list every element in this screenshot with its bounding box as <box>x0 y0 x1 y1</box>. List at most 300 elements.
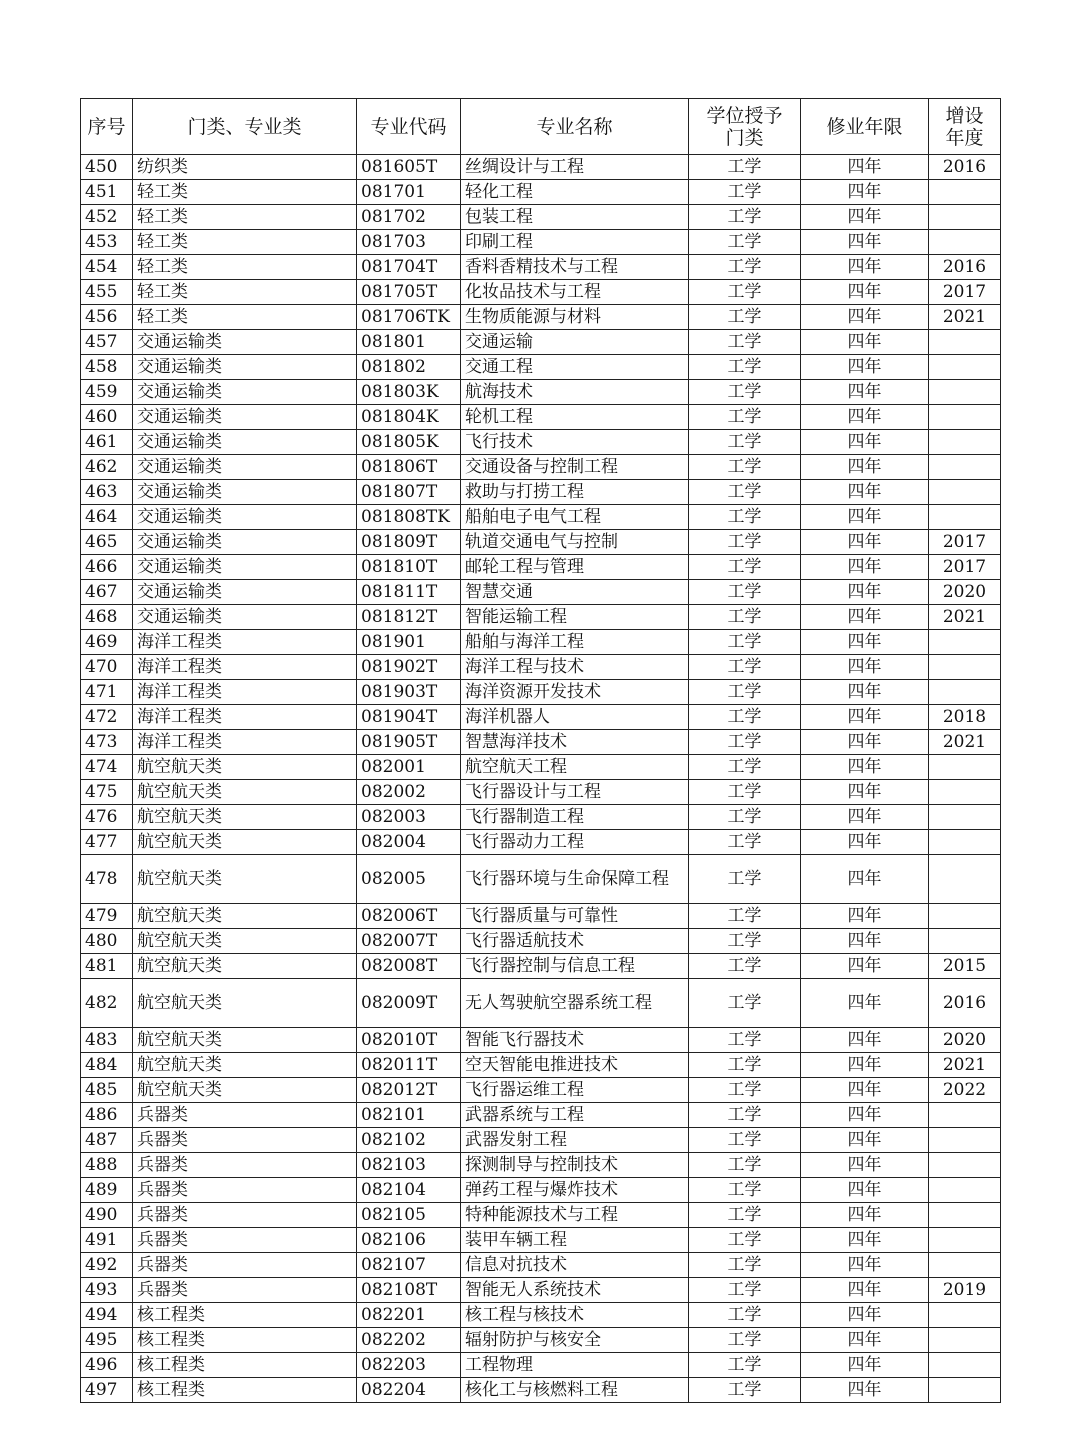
cell-name: 飞行器运维工程 <box>461 1078 689 1103</box>
cell-degree: 工学 <box>689 1128 801 1153</box>
cell-name: 救助与打捞工程 <box>461 480 689 505</box>
table-row <box>81 755 1001 780</box>
cell-code: 082002 <box>357 780 461 805</box>
cell-year-added <box>929 1178 1001 1203</box>
cell-year-added <box>929 230 1001 255</box>
cell-code: 081807T <box>357 480 461 505</box>
cell-code: 082012T <box>357 1078 461 1103</box>
cell-degree: 工学 <box>689 1203 801 1228</box>
cell-category: 交通运输类 <box>133 555 357 580</box>
cell-degree: 工学 <box>689 380 801 405</box>
cell-degree: 工学 <box>689 280 801 305</box>
cell-degree: 工学 <box>689 1053 801 1078</box>
cell-degree: 工学 <box>689 305 801 330</box>
cell-years: 四年 <box>801 1378 929 1403</box>
cell-name: 智慧海洋技术 <box>461 730 689 755</box>
cell-name: 印刷工程 <box>461 230 689 255</box>
cell-degree: 工学 <box>689 180 801 205</box>
cell-category: 兵器类 <box>133 1278 357 1303</box>
cell-code: 082101 <box>357 1103 461 1128</box>
cell-seq: 480 <box>81 929 133 954</box>
cell-year-added <box>929 455 1001 480</box>
cell-seq: 459 <box>81 380 133 405</box>
cell-name: 辐射防护与核安全 <box>461 1328 689 1353</box>
cell-name: 飞行器制造工程 <box>461 805 689 830</box>
cell-name: 核工程与核技术 <box>461 1303 689 1328</box>
cell-degree: 工学 <box>689 1228 801 1253</box>
cell-degree: 工学 <box>689 929 801 954</box>
cell-years: 四年 <box>801 580 929 605</box>
cell-category: 核工程类 <box>133 1378 357 1403</box>
cell-seq: 460 <box>81 405 133 430</box>
cell-code: 082103 <box>357 1153 461 1178</box>
cell-category: 航空航天类 <box>133 780 357 805</box>
table-row <box>81 1153 1001 1178</box>
cell-degree: 工学 <box>689 855 801 904</box>
cell-year-added: 2018 <box>929 705 1001 730</box>
cell-years: 四年 <box>801 755 929 780</box>
cell-years: 四年 <box>801 855 929 904</box>
cell-degree: 工学 <box>689 1353 801 1378</box>
cell-category: 航空航天类 <box>133 954 357 979</box>
cell-years: 四年 <box>801 1228 929 1253</box>
cell-year-added <box>929 805 1001 830</box>
cell-code: 081801 <box>357 330 461 355</box>
cell-seq: 473 <box>81 730 133 755</box>
table-row <box>81 680 1001 705</box>
cell-year-added: 2016 <box>929 979 1001 1028</box>
cell-category: 核工程类 <box>133 1328 357 1353</box>
cell-code: 081810T <box>357 555 461 580</box>
header-name: 专业名称 <box>461 99 689 155</box>
cell-year-added <box>929 929 1001 954</box>
cell-name: 飞行器适航技术 <box>461 929 689 954</box>
cell-degree: 工学 <box>689 1328 801 1353</box>
table-row <box>81 430 1001 455</box>
cell-category: 航空航天类 <box>133 1078 357 1103</box>
cell-name: 飞行技术 <box>461 430 689 455</box>
cell-seq: 483 <box>81 1028 133 1053</box>
table-row <box>81 155 1001 180</box>
cell-category: 交通运输类 <box>133 455 357 480</box>
cell-code: 082001 <box>357 755 461 780</box>
cell-seq: 474 <box>81 755 133 780</box>
cell-name: 智能飞行器技术 <box>461 1028 689 1053</box>
cell-code: 081802 <box>357 355 461 380</box>
cell-year-added <box>929 1203 1001 1228</box>
cell-seq: 475 <box>81 780 133 805</box>
cell-category: 交通运输类 <box>133 355 357 380</box>
cell-degree: 工学 <box>689 1028 801 1053</box>
cell-years: 四年 <box>801 680 929 705</box>
cell-code: 081804K <box>357 405 461 430</box>
cell-year-added: 2021 <box>929 730 1001 755</box>
cell-code: 082202 <box>357 1328 461 1353</box>
cell-code: 081704T <box>357 255 461 280</box>
cell-seq: 496 <box>81 1353 133 1378</box>
table-row <box>81 480 1001 505</box>
cell-years: 四年 <box>801 730 929 755</box>
cell-degree: 工学 <box>689 555 801 580</box>
table-row <box>81 280 1001 305</box>
cell-degree: 工学 <box>689 605 801 630</box>
cell-seq: 471 <box>81 680 133 705</box>
cell-name: 交通设备与控制工程 <box>461 455 689 480</box>
cell-years: 四年 <box>801 180 929 205</box>
cell-seq: 450 <box>81 155 133 180</box>
cell-code: 082004 <box>357 830 461 855</box>
cell-seq: 487 <box>81 1128 133 1153</box>
cell-degree: 工学 <box>689 954 801 979</box>
cell-year-added: 2021 <box>929 305 1001 330</box>
cell-years: 四年 <box>801 1103 929 1128</box>
cell-code: 081806T <box>357 455 461 480</box>
cell-years: 四年 <box>801 280 929 305</box>
cell-name: 装甲车辆工程 <box>461 1228 689 1253</box>
cell-years: 四年 <box>801 1353 929 1378</box>
cell-code: 081811T <box>357 580 461 605</box>
cell-year-added <box>929 330 1001 355</box>
cell-seq: 451 <box>81 180 133 205</box>
cell-name: 丝绸设计与工程 <box>461 155 689 180</box>
table-row <box>81 655 1001 680</box>
cell-code: 082102 <box>357 1128 461 1153</box>
table-row <box>81 780 1001 805</box>
cell-category: 纺织类 <box>133 155 357 180</box>
cell-category: 交通运输类 <box>133 430 357 455</box>
cell-years: 四年 <box>801 1278 929 1303</box>
cell-name: 香料香精技术与工程 <box>461 255 689 280</box>
cell-category: 交通运输类 <box>133 405 357 430</box>
cell-name: 智慧交通 <box>461 580 689 605</box>
cell-code: 081706TK <box>357 305 461 330</box>
cell-seq: 485 <box>81 1078 133 1103</box>
header-row <box>81 99 1001 155</box>
cell-name: 航海技术 <box>461 380 689 405</box>
cell-seq: 497 <box>81 1378 133 1403</box>
cell-category: 航空航天类 <box>133 979 357 1028</box>
cell-seq: 466 <box>81 555 133 580</box>
cell-seq: 478 <box>81 855 133 904</box>
cell-degree: 工学 <box>689 705 801 730</box>
cell-name: 核化工与核燃料工程 <box>461 1378 689 1403</box>
cell-year-added <box>929 480 1001 505</box>
cell-category: 轻工类 <box>133 205 357 230</box>
cell-seq: 482 <box>81 979 133 1028</box>
table-row <box>81 330 1001 355</box>
cell-years: 四年 <box>801 1078 929 1103</box>
cell-name: 弹药工程与爆炸技术 <box>461 1178 689 1203</box>
cell-year-added: 2017 <box>929 280 1001 305</box>
cell-years: 四年 <box>801 505 929 530</box>
table-row <box>81 580 1001 605</box>
cell-year-added <box>929 430 1001 455</box>
table-row <box>81 380 1001 405</box>
cell-name: 包装工程 <box>461 205 689 230</box>
cell-degree: 工学 <box>689 780 801 805</box>
cell-seq: 455 <box>81 280 133 305</box>
cell-code: 082106 <box>357 1228 461 1253</box>
cell-category: 轻工类 <box>133 255 357 280</box>
cell-seq: 494 <box>81 1303 133 1328</box>
cell-name: 智能运输工程 <box>461 605 689 630</box>
cell-years: 四年 <box>801 1303 929 1328</box>
cell-code: 082203 <box>357 1353 461 1378</box>
cell-year-added: 2021 <box>929 1053 1001 1078</box>
table-row <box>81 455 1001 480</box>
table-row <box>81 505 1001 530</box>
cell-category: 交通运输类 <box>133 580 357 605</box>
cell-year-added <box>929 904 1001 929</box>
cell-name: 飞行器环境与生命保障工程 <box>461 855 689 904</box>
cell-code: 082104 <box>357 1178 461 1203</box>
table-row <box>81 1253 1001 1278</box>
cell-name: 飞行器控制与信息工程 <box>461 954 689 979</box>
cell-code: 082204 <box>357 1378 461 1403</box>
table-row <box>81 555 1001 580</box>
cell-code: 082005 <box>357 855 461 904</box>
cell-years: 四年 <box>801 330 929 355</box>
cell-years: 四年 <box>801 1128 929 1153</box>
cell-seq: 488 <box>81 1153 133 1178</box>
cell-code: 082003 <box>357 805 461 830</box>
cell-degree: 工学 <box>689 155 801 180</box>
cell-seq: 469 <box>81 630 133 655</box>
cell-year-added <box>929 630 1001 655</box>
cell-category: 兵器类 <box>133 1103 357 1128</box>
cell-category: 轻工类 <box>133 305 357 330</box>
cell-seq: 464 <box>81 505 133 530</box>
cell-degree: 工学 <box>689 255 801 280</box>
cell-seq: 457 <box>81 330 133 355</box>
cell-name: 武器系统与工程 <box>461 1103 689 1128</box>
cell-seq: 458 <box>81 355 133 380</box>
table-row <box>81 1053 1001 1078</box>
cell-code: 081904T <box>357 705 461 730</box>
cell-name: 交通工程 <box>461 355 689 380</box>
cell-code: 081808TK <box>357 505 461 530</box>
cell-years: 四年 <box>801 830 929 855</box>
cell-category: 核工程类 <box>133 1353 357 1378</box>
cell-code: 081701 <box>357 180 461 205</box>
table-row <box>81 954 1001 979</box>
cell-name: 信息对抗技术 <box>461 1253 689 1278</box>
cell-name: 海洋工程与技术 <box>461 655 689 680</box>
cell-year-added <box>929 855 1001 904</box>
cell-year-added <box>929 655 1001 680</box>
cell-years: 四年 <box>801 1178 929 1203</box>
table-row <box>81 180 1001 205</box>
cell-years: 四年 <box>801 530 929 555</box>
table-row <box>81 355 1001 380</box>
cell-name: 生物质能源与材料 <box>461 305 689 330</box>
cell-code: 082201 <box>357 1303 461 1328</box>
cell-year-added <box>929 1153 1001 1178</box>
table-row <box>81 1078 1001 1103</box>
cell-years: 四年 <box>801 455 929 480</box>
cell-years: 四年 <box>801 929 929 954</box>
cell-year-added: 2022 <box>929 1078 1001 1103</box>
table-row <box>81 230 1001 255</box>
cell-years: 四年 <box>801 1328 929 1353</box>
cell-degree: 工学 <box>689 830 801 855</box>
cell-seq: 468 <box>81 605 133 630</box>
table-row <box>81 255 1001 280</box>
cell-years: 四年 <box>801 1203 929 1228</box>
cell-years: 四年 <box>801 430 929 455</box>
cell-name: 无人驾驶航空器系统工程 <box>461 979 689 1028</box>
cell-seq: 476 <box>81 805 133 830</box>
cell-seq: 472 <box>81 705 133 730</box>
cell-years: 四年 <box>801 780 929 805</box>
cell-degree: 工学 <box>689 205 801 230</box>
header-year-added: 增设 年度 <box>929 99 1001 155</box>
cell-name: 航空航天工程 <box>461 755 689 780</box>
cell-name: 探测制导与控制技术 <box>461 1153 689 1178</box>
cell-category: 航空航天类 <box>133 830 357 855</box>
cell-code: 081705T <box>357 280 461 305</box>
cell-category: 兵器类 <box>133 1253 357 1278</box>
cell-name: 交通运输 <box>461 330 689 355</box>
cell-seq: 461 <box>81 430 133 455</box>
cell-name: 飞行器质量与可靠性 <box>461 904 689 929</box>
cell-year-added <box>929 505 1001 530</box>
cell-category: 核工程类 <box>133 1303 357 1328</box>
cell-degree: 工学 <box>689 680 801 705</box>
cell-year-added <box>929 830 1001 855</box>
cell-degree: 工学 <box>689 1078 801 1103</box>
cell-code: 082007T <box>357 929 461 954</box>
cell-degree: 工学 <box>689 330 801 355</box>
table-row <box>81 1028 1001 1053</box>
header-seq: 序号 <box>81 99 133 155</box>
table-row <box>81 979 1001 1028</box>
table-row <box>81 1203 1001 1228</box>
table-row <box>81 830 1001 855</box>
table-row <box>81 805 1001 830</box>
cell-category: 海洋工程类 <box>133 680 357 705</box>
header-code: 专业代码 <box>357 99 461 155</box>
cell-seq: 491 <box>81 1228 133 1253</box>
cell-category: 航空航天类 <box>133 805 357 830</box>
cell-years: 四年 <box>801 155 929 180</box>
cell-year-added: 2017 <box>929 555 1001 580</box>
cell-year-added: 2020 <box>929 580 1001 605</box>
cell-year-added <box>929 1228 1001 1253</box>
cell-code: 082107 <box>357 1253 461 1278</box>
cell-year-added: 2020 <box>929 1028 1001 1053</box>
cell-years: 四年 <box>801 305 929 330</box>
cell-category: 兵器类 <box>133 1153 357 1178</box>
cell-degree: 工学 <box>689 730 801 755</box>
cell-seq: 481 <box>81 954 133 979</box>
cell-seq: 462 <box>81 455 133 480</box>
cell-category: 轻工类 <box>133 180 357 205</box>
cell-seq: 493 <box>81 1278 133 1303</box>
cell-degree: 工学 <box>689 1253 801 1278</box>
cell-degree: 工学 <box>689 1378 801 1403</box>
table-row <box>81 405 1001 430</box>
cell-degree: 工学 <box>689 805 801 830</box>
table-row <box>81 1328 1001 1353</box>
cell-years: 四年 <box>801 205 929 230</box>
cell-years: 四年 <box>801 555 929 580</box>
cell-degree: 工学 <box>689 230 801 255</box>
cell-seq: 495 <box>81 1328 133 1353</box>
cell-degree: 工学 <box>689 979 801 1028</box>
cell-seq: 490 <box>81 1203 133 1228</box>
cell-seq: 479 <box>81 904 133 929</box>
cell-name: 智能无人系统技术 <box>461 1278 689 1303</box>
cell-name: 轮机工程 <box>461 405 689 430</box>
cell-seq: 456 <box>81 305 133 330</box>
cell-code: 081605T <box>357 155 461 180</box>
cell-name: 船舶与海洋工程 <box>461 630 689 655</box>
cell-degree: 工学 <box>689 630 801 655</box>
cell-category: 航空航天类 <box>133 855 357 904</box>
table-row <box>81 1228 1001 1253</box>
cell-degree: 工学 <box>689 904 801 929</box>
cell-name: 邮轮工程与管理 <box>461 555 689 580</box>
table-row <box>81 630 1001 655</box>
cell-year-added <box>929 1378 1001 1403</box>
cell-degree: 工学 <box>689 1278 801 1303</box>
table-row <box>81 1353 1001 1378</box>
cell-years: 四年 <box>801 605 929 630</box>
cell-code: 081901 <box>357 630 461 655</box>
cell-name: 轻化工程 <box>461 180 689 205</box>
cell-years: 四年 <box>801 954 929 979</box>
cell-year-added <box>929 680 1001 705</box>
table-row <box>81 1178 1001 1203</box>
cell-year-added <box>929 1353 1001 1378</box>
cell-category: 轻工类 <box>133 280 357 305</box>
cell-year-added <box>929 780 1001 805</box>
cell-code: 081812T <box>357 605 461 630</box>
cell-category: 交通运输类 <box>133 380 357 405</box>
cell-seq: 463 <box>81 480 133 505</box>
table-row <box>81 205 1001 230</box>
cell-category: 海洋工程类 <box>133 705 357 730</box>
cell-seq: 467 <box>81 580 133 605</box>
cell-degree: 工学 <box>689 1303 801 1328</box>
cell-years: 四年 <box>801 979 929 1028</box>
cell-category: 海洋工程类 <box>133 655 357 680</box>
cell-years: 四年 <box>801 355 929 380</box>
table-row <box>81 305 1001 330</box>
table-row <box>81 929 1001 954</box>
table-row <box>81 855 1001 904</box>
cell-degree: 工学 <box>689 1103 801 1128</box>
header-degree: 学位授予 门类 <box>689 99 801 155</box>
cell-seq: 453 <box>81 230 133 255</box>
cell-degree: 工学 <box>689 1178 801 1203</box>
cell-years: 四年 <box>801 1253 929 1278</box>
cell-degree: 工学 <box>689 355 801 380</box>
cell-seq: 470 <box>81 655 133 680</box>
cell-degree: 工学 <box>689 505 801 530</box>
cell-seq: 486 <box>81 1103 133 1128</box>
table-row <box>81 730 1001 755</box>
cell-code: 081805K <box>357 430 461 455</box>
cell-seq: 454 <box>81 255 133 280</box>
cell-code: 082105 <box>357 1203 461 1228</box>
header-category: 门类、专业类 <box>133 99 357 155</box>
cell-year-added: 2015 <box>929 954 1001 979</box>
table-row <box>81 1103 1001 1128</box>
cell-code: 081902T <box>357 655 461 680</box>
cell-years: 四年 <box>801 630 929 655</box>
